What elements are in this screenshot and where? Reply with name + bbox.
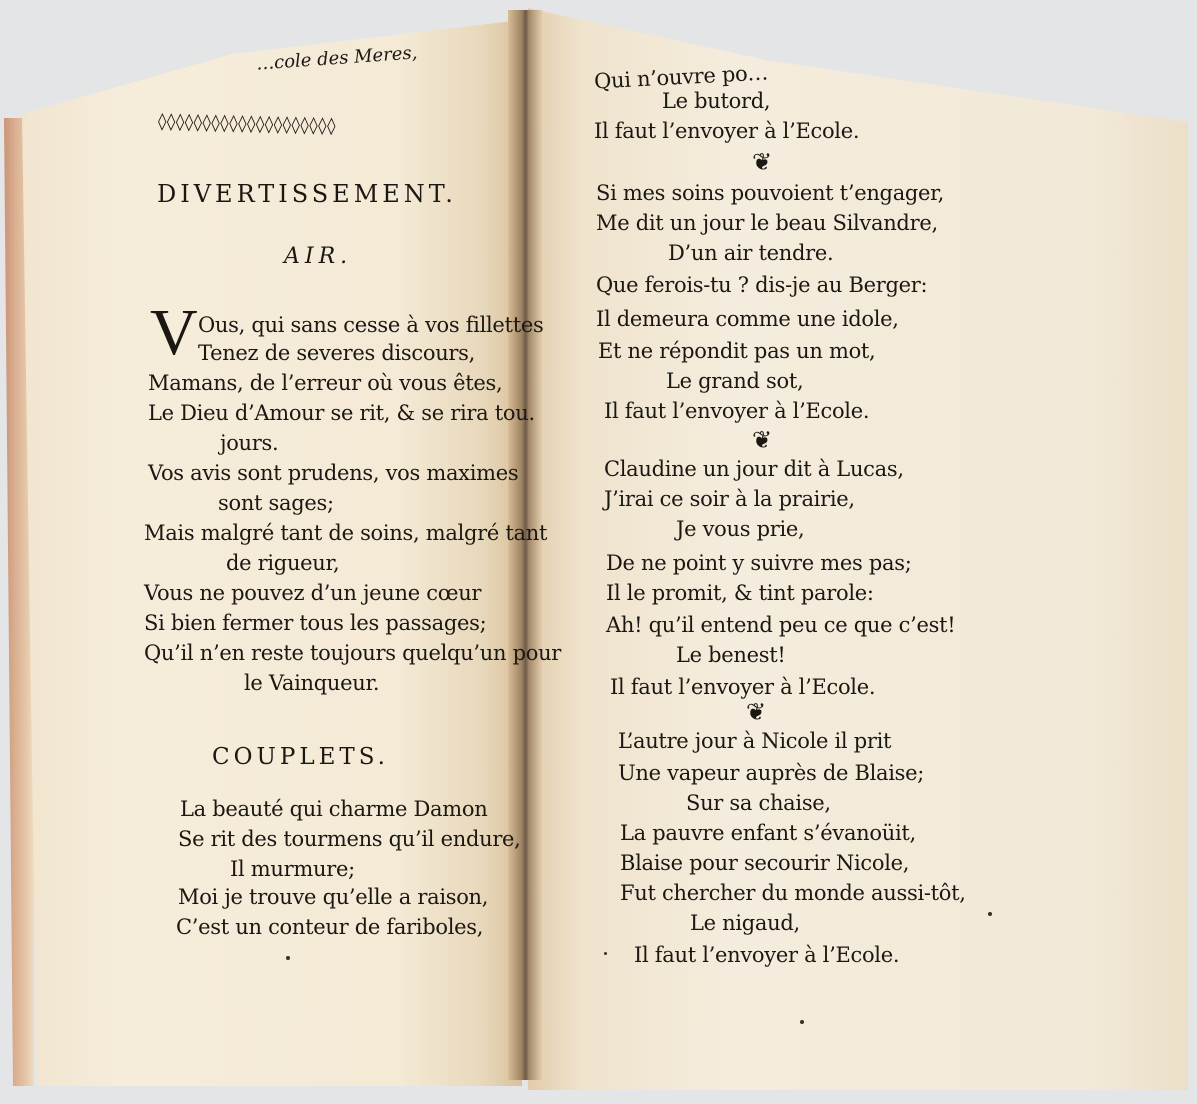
air-line: Vous ne pouvez d’un jeune cœur <box>144 581 482 605</box>
verse-line: Claudine un jour dit à Lucas, <box>604 457 904 481</box>
verse-line: Il demeura comme une idole, <box>596 307 899 331</box>
ink-spot <box>604 952 607 955</box>
air-line: sont sages; <box>218 491 334 515</box>
couplet-line: Il murmure; <box>230 857 355 881</box>
ink-spot <box>800 1020 804 1024</box>
fleuron-ornament: ❦ <box>746 698 767 726</box>
verse-line: Le butord, <box>662 89 771 113</box>
verse-line: Je vous prie, <box>676 517 805 541</box>
verse-line: Si mes soins pouvoient t’engager, <box>596 181 944 205</box>
ink-spot <box>988 912 992 916</box>
section-subtitle: AIR. <box>284 244 353 269</box>
verse-line: Ah! qu’il entend peu ce que c’est! <box>606 613 956 637</box>
verse-line: La pauvre enfant s’évanoüit, <box>620 821 916 845</box>
verse-line: L’autre jour à Nicole il prit <box>618 729 892 753</box>
air-line: Si bien fermer tous les passages; <box>144 611 487 635</box>
air-line: Mamans, de l’erreur où vous êtes, <box>148 371 503 395</box>
couplet-line: C’est un conteur de fariboles, <box>176 915 484 939</box>
air-line: de rigueur, <box>226 551 340 575</box>
verse-line: Il le promit, & tint parole: <box>606 581 874 605</box>
verse-line: Une vapeur auprès de Blaise; <box>618 761 925 785</box>
verse-line: Sur sa chaise, <box>686 791 831 815</box>
verse-line: Il faut l’envoyer à l’Ecole. <box>604 399 870 423</box>
couplet-line: Moi je trouve qu’elle a raison, <box>178 885 489 909</box>
ornament-band: ◊◊◊◊◊◊◊◊◊◊◊◊◊◊◊◊◊◊◊◊ <box>157 111 337 137</box>
drop-cap: V <box>150 296 198 369</box>
ink-spot <box>286 956 290 960</box>
verse-line: Il faut l’envoyer à l’Ecole. <box>594 119 860 143</box>
verse-line: Le benest! <box>676 643 786 667</box>
verse-line: Qui n’ouvre po… <box>593 60 769 94</box>
verse-line: J’irai ce soir à la prairie, <box>604 487 855 511</box>
couplet-line: La beauté qui charme Damon <box>180 797 488 821</box>
air-line: Mais malgré tant de soins, malgré tant <box>144 521 548 545</box>
air-line: Vos avis sont prudens, vos maximes <box>148 461 519 485</box>
verse-line: Et ne répondit pas un mot, <box>598 339 876 363</box>
couplet-line: Se rit des tourmens qu’il endure, <box>178 827 521 851</box>
verse-line: Il faut l’envoyer à l’Ecole. <box>634 943 900 967</box>
air-line: jours. <box>220 431 279 455</box>
verse-line: De ne point y suivre mes pas; <box>606 551 912 575</box>
air-line: Qu’il n’en reste toujours quelqu’un pour <box>144 641 562 665</box>
air-line: Tenez de severes discours, <box>198 341 476 365</box>
verse-line: Le grand sot, <box>666 369 804 393</box>
verse-line: Blaise pour secourir Nicole, <box>620 851 910 875</box>
verse-line: D’un air tendre. <box>668 241 834 265</box>
verse-line: Fut chercher du monde aussi-tôt, <box>620 881 966 905</box>
running-header: …cole des Meres, <box>255 42 419 75</box>
fleuron-ornament: ❦ <box>752 426 773 454</box>
verse-line: Que ferois-tu ? dis-je au Berger: <box>596 273 928 297</box>
page-title: DIVERTISSEMENT. <box>157 180 457 208</box>
verse-line: Le nigaud, <box>690 911 800 935</box>
right-page <box>528 8 1188 1090</box>
air-line: le Vainqueur. <box>244 671 380 695</box>
fleuron-ornament: ❦ <box>752 148 773 176</box>
air-line: Le Dieu d’Amour se rit, & se rira tou. <box>148 401 535 425</box>
air-line: Ous, qui sans cesse à vos fillettes <box>198 313 544 337</box>
verse-line: Il faut l’envoyer à l’Ecole. <box>610 675 876 699</box>
verse-line: Me dit un jour le beau Silvandre, <box>596 211 938 235</box>
couplets-heading: COUPLETS. <box>212 744 389 770</box>
